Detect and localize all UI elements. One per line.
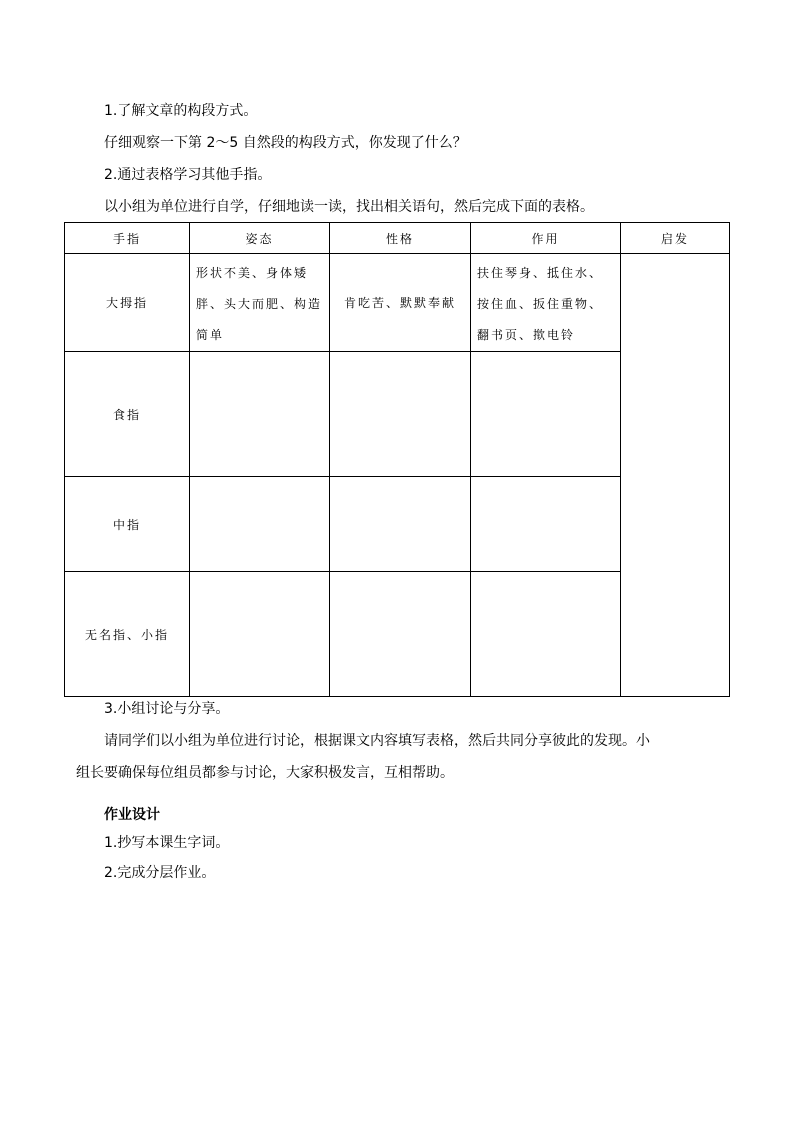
cell-text: 形状不美、身体矮胖、头大而肥、构造简单 <box>196 266 323 342</box>
homework-title: 作业设计 <box>104 807 160 823</box>
row-thumb-character: 肯吃苦、默默奉献 <box>330 254 471 352</box>
row-ring-little-character <box>330 572 471 697</box>
header-posture: 姿态 <box>190 223 330 254</box>
item3-heading: 3.小组讨论与分享。 <box>104 701 230 717</box>
header-inspiration: 启发 <box>621 223 730 254</box>
item3-text-line2: 组长要确保每位组员都参与讨论，大家积极发言，互相帮助。 <box>76 765 454 781</box>
item2-text: 以小组为单位进行自学，仔细地读一读，找出相关语句，然后完成下面的表格。 <box>104 199 594 215</box>
row-index-posture <box>190 352 330 477</box>
finger-table <box>64 222 730 697</box>
inspiration-cell <box>621 254 730 697</box>
row-index-finger: 食指 <box>65 352 190 477</box>
item1-heading: 1.了解文章的构段方式。 <box>104 103 258 119</box>
homework-item2: 2.完成分层作业。 <box>104 865 216 881</box>
table-row <box>65 254 730 352</box>
row-middle-function <box>471 477 621 572</box>
row-middle-character <box>330 477 471 572</box>
cell-text: 扶住琴身、抵住水、按住血、扳住重物、翻书页、揿电铃 <box>477 266 604 342</box>
row-thumb-function <box>471 254 621 352</box>
row-index-character <box>330 352 471 477</box>
row-ring-little-finger: 无名指、小指 <box>65 572 190 697</box>
header-finger: 手指 <box>65 223 190 254</box>
row-ring-little-posture <box>190 572 330 697</box>
row-middle-finger: 中指 <box>65 477 190 572</box>
header-function: 作用 <box>471 223 621 254</box>
row-thumb-posture <box>190 254 330 352</box>
row-index-function <box>471 352 621 477</box>
homework-item1: 1.抄写本课生字词。 <box>104 835 230 851</box>
item1-text: 仔细观察一下第 2～5 自然段的构段方式，你发现了什么？ <box>104 135 467 151</box>
header-character: 性格 <box>330 223 471 254</box>
row-middle-posture <box>190 477 330 572</box>
row-ring-little-function <box>471 572 621 697</box>
item2-heading: 2.通过表格学习其他手指。 <box>104 167 272 183</box>
table-header-row <box>65 223 730 254</box>
item3-text-line1: 请同学们以小组为单位进行讨论，根据课文内容填写表格，然后共同分享彼此的发现。小 <box>104 733 650 749</box>
row-thumb-finger: 大拇指 <box>65 254 190 352</box>
